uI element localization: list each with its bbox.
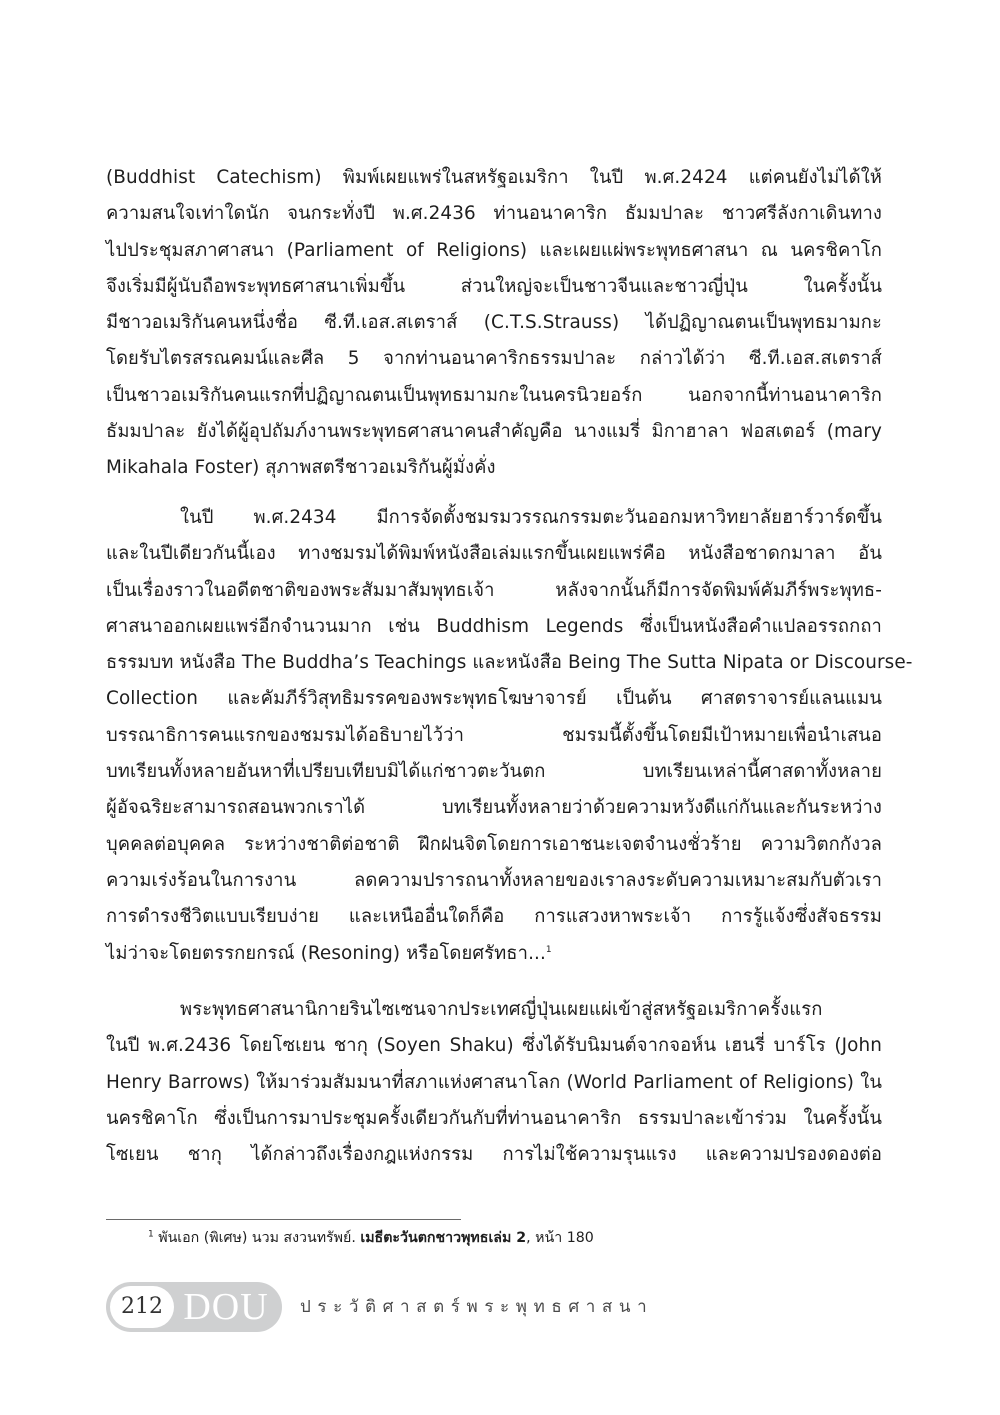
text-line: พระพุทธศาสนานิกายรินไซเซนจากประเทศญี่ปุ่นเผยแผ่เข้าสู่สหรัฐอเมริกาครั้งแรก bbox=[180, 999, 823, 1020]
text-line: ศาสนาออกเผยแพร่อีกจำนวนมาก เช่น Buddhism Legends ซึ่งเป็นหนังสือคำแปลอรรถกถา bbox=[106, 615, 882, 637]
text-line: บรรณาธิการคนแรกของชมรมได้อธิบายไว้ว่า ชมรมนี้ตั้งขึ้นโดยมีเป้าหมายเพื่อนำเสนอ bbox=[106, 724, 882, 746]
footnote-reference[interactable]: 1 bbox=[545, 944, 552, 955]
page-number: 212 bbox=[110, 1286, 174, 1328]
text-line: ผู้อัจฉริยะสามารถสอนพวกเราได้ บทเรียนทั้งหลายว่าด้วยความหวังดีแก่กันและกันระหว่าง bbox=[106, 797, 882, 819]
footnote-mark: 1 bbox=[148, 1229, 154, 1240]
footnote-page-ref: , หน้า 180 bbox=[526, 1230, 594, 1246]
text-line: ธัมมปาละ ยังได้ผู้อุปถัมภ์งานพระพุทธศาสนาคนสำคัญคือ นางแมรี่ มิกาฮาลา ฟอสเตอร์ (mary bbox=[106, 421, 882, 443]
text-line: มีชาวอเมริกันคนหนึ่งชื่อ ซี.ที.เอส.สเตราส์ (C.T.S.Strauss) ได้ปฏิญาณตนเป็นพุทธมามกะ bbox=[106, 312, 882, 334]
text-line: ความสนใจเท่าใดนัก จนกระทั่งปี พ.ศ.2436 ท่านอนาคาริก ธัมมปาละ ชาวศรีลังกาเดินทาง bbox=[106, 203, 882, 225]
footnote-author: พันเอก (พิเศษ) นวม สงวนทรัพย์. bbox=[158, 1230, 356, 1246]
text-line: Collection และคัมภีร์วิสุทธิมรรคของพระพุทธโฆษาจารย์ เป็นต้น ศาสตราจารย์แลนแมน bbox=[106, 688, 882, 710]
text-line: นครชิคาโก ซึ่งเป็นการมาประชุมครั้งเดียวกันกับที่ท่านอนาคาริก ธรรมปาละเข้าร่วม ในครั้งนั้น bbox=[106, 1107, 882, 1129]
running-title: ประวัติศาสตร์พระพุทธศาสนา bbox=[300, 1297, 654, 1317]
dou-logo: DOU bbox=[183, 1286, 269, 1328]
text-line: การดำรงชีวิตแบบเรียบง่าย และเหนืออื่นใดก็คือ การแสวงหาพระเจ้า การรู้แจ้งซึ่งสัจธรรม bbox=[106, 906, 882, 928]
text-line: บทเรียนทั้งหลายอันหาที่เปรียบเทียบมิได้แก่ชาวตะวันตก บทเรียนเหล่านี้ศาสดาทั้งหลาย bbox=[106, 761, 882, 783]
text-line: ในปี พ.ศ.2434 มีการจัดตั้งชมรมวรรณกรรมตะวันออกมหาวิทยาลัยฮาร์วาร์ดขึ้น bbox=[180, 507, 882, 528]
text-line: จึงเริ่มมีผู้นับถือพระพุทธศาสนาเพิ่มขึ้น ส่วนใหญ่จะเป็นชาวจีนและชาวญี่ปุ่น ในครั้งนั้น bbox=[106, 275, 882, 297]
text-line: เป็นเรื่องราวในอดีตชาติของพระสัมมาสัมพุทธเจ้า หลังจากนั้นก็มีการจัดพิมพ์คัมภีร์พระพุทธ- bbox=[106, 579, 882, 601]
text-line: บุคคลต่อบุคคล ระหว่างชาติต่อชาติ ฝึกฝนจิตโดยการเอาชนะเจตจำนงชั่วร้าย ความวิตกกังวล bbox=[106, 833, 882, 855]
text-line: Henry Barrows) ให้มาร่วมสัมมนาที่สภาแห่งศาสนาโลก (World Parliament of Religions) ใน bbox=[106, 1071, 882, 1093]
text-line: และในปีเดียวกันนี้เอง ทางชมรมได้พิมพ์หนังสือเล่มแรกขึ้นเผยแพร่คือ หนังสือชาดกมาลา อัน bbox=[106, 543, 882, 565]
text-line: โดยรับไตรสรณคมน์และศีล 5 จากท่านอนาคาริกธรรมปาละ กล่าวได้ว่า ซี.ที.เอส.สเตราส์ bbox=[106, 348, 882, 370]
text-line-content: ไม่ว่าจะโดยตรรกยกรณ์ (Resoning) หรือโดยศรัทธา... bbox=[106, 942, 546, 964]
paragraph-1 bbox=[106, 160, 882, 487]
footnote-divider bbox=[106, 1219, 461, 1220]
text-line: โซเยน ชากุ ได้กล่าวถึงเรื่องกฎแห่งกรรม การไม่ใช้ความรุนแรง และความปรองดองต่อ bbox=[106, 1144, 882, 1166]
paragraph-3 bbox=[106, 992, 882, 1173]
footnote bbox=[148, 1228, 594, 1248]
text-line: เป็นชาวอเมริกันคนแรกที่ปฏิญาณตนเป็นพุทธมามกะในนครนิวยอร์ก นอกจากนี้ท่านอนาคาริก bbox=[106, 384, 882, 406]
paragraph-2 bbox=[106, 500, 913, 972]
text-line: ธรรมบท หนังสือ The Buddha’s Teachings และหนังสือ Being The Sutta Nipata or Discourse- bbox=[106, 652, 913, 674]
text-line-last bbox=[106, 936, 882, 972]
text-line: (Buddhist Catechism) พิมพ์เผยแพร่ในสหรัฐอเมริกา ในปี พ.ศ.2424 แต่คนยังไม่ได้ให้ bbox=[106, 167, 882, 188]
text-line: ไปประชุมสภาศาสนา (Parliament of Religions) และเผยแผ่พระพุทธศาสนา ณ นครชิคาโก bbox=[106, 239, 882, 261]
text-line: ในปี พ.ศ.2436 โดยโซเยน ชากุ (Soyen Shaku) ซึ่งได้รับนิมนต์จากจอห์น เฮนรี่ บาร์โร (John bbox=[106, 1035, 882, 1057]
footnote-title: เมธีตะวันตกชาวพุทธเล่ม 2 bbox=[360, 1230, 527, 1246]
text-line: ความเร่งร้อนในการงาน ลดความปรารถนาทั้งหลายของเราลงระดับความเหมาะสมกับตัวเรา bbox=[106, 869, 882, 891]
text-line: Mikahala Foster) สุภาพสตรีชาวอเมริกันผู้มั่งคั่ง bbox=[106, 457, 496, 479]
